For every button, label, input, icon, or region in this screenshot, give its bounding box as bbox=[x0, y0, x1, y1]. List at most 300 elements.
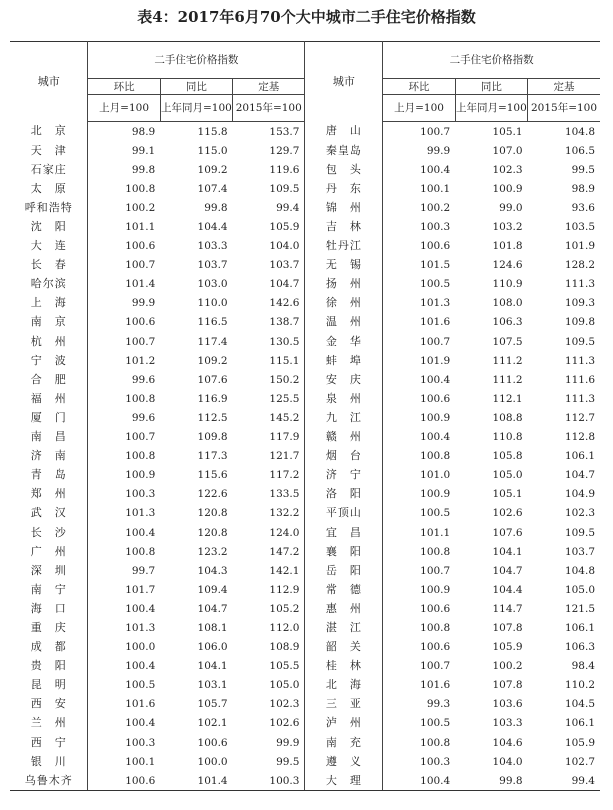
table-row bbox=[10, 160, 600, 179]
mom-value-right: 100.5 bbox=[420, 717, 451, 730]
fixed-value-left: 99.5 bbox=[233, 752, 305, 771]
table-row bbox=[10, 485, 600, 504]
city-name-left: 厦 门 bbox=[10, 408, 88, 427]
mom-value-left: 101.4 bbox=[125, 278, 156, 291]
city-name-right: 岳 阳 bbox=[305, 561, 383, 580]
fixed-value-left: 119.6 bbox=[233, 160, 305, 179]
yoy-value-right: 124.6 bbox=[492, 259, 523, 272]
mom-value-right: 100.5 bbox=[420, 278, 451, 291]
yoy-value-right: 104.4 bbox=[492, 583, 523, 596]
yoy-value-right: 108.0 bbox=[492, 297, 523, 310]
fixed-value-right: 104.8 bbox=[564, 564, 595, 577]
mom-value-left: 100.8 bbox=[125, 182, 156, 195]
table-row bbox=[10, 676, 600, 695]
mom-value-left: 100.8 bbox=[125, 392, 156, 405]
table-row bbox=[10, 580, 600, 599]
fixed-value-left: 121.7 bbox=[233, 447, 305, 466]
yoy-value-left: 105.7 bbox=[197, 698, 228, 711]
yoy-value-left: 106.0 bbox=[197, 641, 228, 654]
yoy-value-left: 109.4 bbox=[197, 583, 228, 596]
fixed-value-right: 112.7 bbox=[564, 411, 595, 424]
city-name-left: 太 原 bbox=[10, 179, 88, 198]
mom-value-left: 99.6 bbox=[131, 411, 156, 424]
yoy-value-left: 115.8 bbox=[197, 125, 228, 138]
table-row bbox=[10, 752, 600, 771]
fixed-value-right: 109.5 bbox=[564, 526, 595, 539]
city-name-right: 襄 阳 bbox=[305, 542, 383, 561]
city-name-right: 包 头 bbox=[305, 160, 383, 179]
table-row bbox=[10, 638, 600, 657]
yoy-value-left: 109.2 bbox=[197, 163, 228, 176]
mom-value-left: 100.2 bbox=[125, 201, 156, 214]
mom-value-left: 101.7 bbox=[125, 583, 156, 596]
fixed-value-left: 108.9 bbox=[233, 638, 305, 657]
header-fixed-base-right: 2015年=100 bbox=[528, 95, 600, 122]
yoy-value-right: 103.3 bbox=[492, 717, 523, 730]
mom-value-left: 100.3 bbox=[125, 488, 156, 501]
fixed-value-right: 102.3 bbox=[564, 507, 595, 520]
table-row bbox=[10, 217, 600, 236]
yoy-value-right: 107.5 bbox=[492, 335, 523, 348]
city-name-right: 吉 林 bbox=[305, 217, 383, 236]
yoy-value-right: 105.0 bbox=[492, 469, 523, 482]
yoy-value-left: 110.0 bbox=[197, 297, 228, 310]
yoy-value-left: 107.4 bbox=[197, 182, 228, 195]
city-name-right: 平顶山 bbox=[305, 504, 383, 523]
city-name-left: 南 京 bbox=[10, 313, 88, 332]
header-group-right: 二手住宅价格指数 bbox=[383, 42, 600, 79]
city-name-right: 常 德 bbox=[305, 580, 383, 599]
mom-value-left: 101.3 bbox=[125, 507, 156, 520]
mom-value-right: 100.9 bbox=[420, 488, 451, 501]
yoy-value-right: 101.8 bbox=[492, 240, 523, 253]
fixed-value-right: 104.8 bbox=[564, 125, 595, 138]
header-yoy-base-right: 上年同月=100 bbox=[455, 95, 527, 122]
city-name-left: 杭 州 bbox=[10, 332, 88, 351]
fixed-value-left: 105.2 bbox=[233, 599, 305, 618]
fixed-value-right: 121.5 bbox=[564, 602, 595, 615]
city-name-right: 金 华 bbox=[305, 332, 383, 351]
mom-value-right: 100.4 bbox=[420, 431, 451, 444]
city-name-right: 赣 州 bbox=[305, 428, 383, 447]
city-name-left: 上 海 bbox=[10, 294, 88, 313]
city-name-left: 石家庄 bbox=[10, 160, 88, 179]
fixed-value-left: 102.3 bbox=[233, 695, 305, 714]
table-row bbox=[10, 657, 600, 676]
yoy-value-left: 103.3 bbox=[197, 240, 228, 253]
city-name-right: 烟 台 bbox=[305, 447, 383, 466]
city-name-left: 郑 州 bbox=[10, 485, 88, 504]
mom-value-left: 100.4 bbox=[125, 660, 156, 673]
table-row bbox=[10, 561, 600, 580]
table-row bbox=[10, 771, 600, 791]
table-row bbox=[10, 179, 600, 198]
fixed-value-right: 106.1 bbox=[564, 621, 595, 634]
fixed-value-left: 145.2 bbox=[233, 408, 305, 427]
yoy-value-right: 99.8 bbox=[455, 771, 527, 791]
city-name-left: 西 安 bbox=[10, 695, 88, 714]
yoy-value-right: 106.3 bbox=[492, 316, 523, 329]
table-row bbox=[10, 275, 600, 294]
fixed-value-right: 105.9 bbox=[564, 736, 595, 749]
mom-value-right: 100.7 bbox=[420, 660, 451, 673]
fixed-value-left: 132.2 bbox=[233, 504, 305, 523]
city-name-right: 桂 林 bbox=[305, 657, 383, 676]
table-row bbox=[10, 599, 600, 618]
yoy-value-right: 104.0 bbox=[492, 755, 523, 768]
mom-value-right: 99.3 bbox=[426, 698, 451, 711]
fixed-value-left: 103.7 bbox=[233, 256, 305, 275]
mom-value-right: 101.0 bbox=[420, 469, 451, 482]
city-name-left: 青 岛 bbox=[10, 466, 88, 485]
mom-value-left: 99.7 bbox=[131, 564, 156, 577]
yoy-value-left: 116.9 bbox=[197, 392, 228, 405]
fixed-value-left: 100.3 bbox=[233, 771, 305, 791]
mom-value-left: 100.6 bbox=[88, 771, 160, 791]
price-index-table bbox=[10, 41, 600, 791]
mom-value-left: 100.0 bbox=[125, 641, 156, 654]
city-name-left: 南 宁 bbox=[10, 580, 88, 599]
city-name-right: 无 锡 bbox=[305, 256, 383, 275]
yoy-value-right: 111.2 bbox=[492, 354, 523, 367]
city-name-right: 南 充 bbox=[305, 733, 383, 752]
table-row bbox=[10, 523, 600, 542]
fixed-value-left: 109.5 bbox=[233, 179, 305, 198]
fixed-value-right: 104.7 bbox=[564, 469, 595, 482]
fixed-value-left: 142.1 bbox=[233, 561, 305, 580]
header-fixed-base-left: 2015年=100 bbox=[233, 95, 305, 122]
yoy-value-left: 104.3 bbox=[197, 564, 228, 577]
fixed-value-right: 98.4 bbox=[571, 660, 595, 673]
yoy-value-left: 109.8 bbox=[197, 431, 228, 444]
yoy-value-left: 107.6 bbox=[197, 373, 228, 386]
mom-value-left: 100.4 bbox=[125, 526, 156, 539]
mom-value-right: 100.7 bbox=[420, 335, 451, 348]
mom-value-right: 100.4 bbox=[420, 163, 451, 176]
city-name-right: 徐 州 bbox=[305, 294, 383, 313]
city-name-left: 深 圳 bbox=[10, 561, 88, 580]
yoy-value-right: 105.8 bbox=[492, 450, 523, 463]
city-name-left: 长 沙 bbox=[10, 523, 88, 542]
city-name-left: 广 州 bbox=[10, 542, 88, 561]
mom-value-right: 100.6 bbox=[420, 240, 451, 253]
city-name-right: 锦 州 bbox=[305, 198, 383, 217]
yoy-value-left: 103.1 bbox=[197, 679, 228, 692]
header-group-left: 二手住宅价格指数 bbox=[88, 42, 305, 79]
city-name-left: 海 口 bbox=[10, 599, 88, 618]
header-fixed-right: 定基 bbox=[528, 79, 600, 95]
yoy-value-left: 115.0 bbox=[197, 144, 228, 157]
fixed-value-right: 106.1 bbox=[564, 450, 595, 463]
table-row bbox=[10, 714, 600, 733]
yoy-value-left: 120.8 bbox=[197, 507, 228, 520]
mom-value-right: 101.1 bbox=[420, 526, 451, 539]
mom-value-left: 101.2 bbox=[125, 354, 156, 367]
yoy-value-right: 99.0 bbox=[499, 201, 523, 214]
fixed-value-right: 93.6 bbox=[571, 201, 595, 214]
city-name-left: 兰 州 bbox=[10, 714, 88, 733]
yoy-value-right: 105.1 bbox=[492, 125, 523, 138]
city-name-right: 宜 昌 bbox=[305, 523, 383, 542]
header-mom-left: 环比 bbox=[88, 79, 160, 95]
mom-value-right: 100.6 bbox=[420, 392, 451, 405]
header-mom-right: 环比 bbox=[383, 79, 455, 95]
fixed-value-left: 112.9 bbox=[233, 580, 305, 599]
mom-value-right: 100.7 bbox=[420, 564, 451, 577]
yoy-value-right: 107.6 bbox=[492, 526, 523, 539]
city-name-right: 安 庆 bbox=[305, 370, 383, 389]
mom-value-left: 100.4 bbox=[125, 717, 156, 730]
fixed-value-right: 111.3 bbox=[564, 278, 595, 291]
mom-value-left: 99.8 bbox=[131, 163, 156, 176]
mom-value-right: 100.8 bbox=[420, 621, 451, 634]
city-name-left: 贵 阳 bbox=[10, 657, 88, 676]
table-row bbox=[10, 542, 600, 561]
mom-value-left: 100.4 bbox=[125, 602, 156, 615]
mom-value-left: 99.1 bbox=[131, 144, 156, 157]
fixed-value-right: 106.1 bbox=[564, 717, 595, 730]
fixed-value-right: 111.6 bbox=[564, 373, 595, 386]
yoy-value-right: 104.6 bbox=[492, 736, 523, 749]
fixed-value-left: 147.2 bbox=[233, 542, 305, 561]
table-row bbox=[10, 504, 600, 523]
yoy-value-left: 116.5 bbox=[197, 316, 228, 329]
fixed-value-right: 102.7 bbox=[564, 755, 595, 768]
table-row bbox=[10, 313, 600, 332]
table-row bbox=[10, 332, 600, 351]
header-mom-base-right: 上月=100 bbox=[383, 95, 455, 122]
yoy-value-left: 101.4 bbox=[160, 771, 232, 791]
header-yoy-base-left: 上年同月=100 bbox=[160, 95, 232, 122]
city-name-left: 重 庆 bbox=[10, 618, 88, 637]
table-header bbox=[10, 42, 600, 122]
fixed-value-left: 117.2 bbox=[233, 466, 305, 485]
header-city-left: 城市 bbox=[10, 42, 88, 122]
fixed-value-left: 104.0 bbox=[233, 237, 305, 256]
fixed-value-left: 142.6 bbox=[233, 294, 305, 313]
mom-value-left: 98.9 bbox=[131, 125, 156, 138]
city-name-left: 乌鲁木齐 bbox=[10, 771, 88, 791]
yoy-value-left: 120.8 bbox=[197, 526, 228, 539]
mom-value-left: 99.6 bbox=[131, 373, 156, 386]
fixed-value-left: 104.7 bbox=[233, 275, 305, 294]
yoy-value-right: 103.2 bbox=[492, 221, 523, 234]
yoy-value-right: 107.8 bbox=[492, 621, 523, 634]
mom-value-right: 101.5 bbox=[420, 259, 451, 272]
table-row bbox=[10, 237, 600, 256]
table-title: 表4：2017年6月70个大中城市二手住宅价格指数 bbox=[137, 8, 476, 26]
fixed-value-left: 129.7 bbox=[233, 141, 305, 160]
yoy-value-left: 112.5 bbox=[197, 411, 228, 424]
yoy-value-right: 107.8 bbox=[492, 679, 523, 692]
yoy-value-right: 108.8 bbox=[492, 411, 523, 424]
fixed-value-right: 110.2 bbox=[564, 679, 595, 692]
yoy-value-left: 108.1 bbox=[197, 621, 228, 634]
city-name-left: 武 汉 bbox=[10, 504, 88, 523]
fixed-value-right: 106.3 bbox=[564, 641, 595, 654]
mom-value-right: 101.6 bbox=[420, 679, 451, 692]
mom-value-left: 100.6 bbox=[125, 316, 156, 329]
mom-value-right: 100.4 bbox=[420, 373, 451, 386]
fixed-value-left: 115.1 bbox=[233, 351, 305, 370]
yoy-value-right: 105.1 bbox=[492, 488, 523, 501]
mom-value-left: 100.7 bbox=[125, 335, 156, 348]
mom-value-right: 100.6 bbox=[420, 602, 451, 615]
mom-value-right: 100.4 bbox=[383, 771, 455, 791]
mom-value-left: 101.1 bbox=[125, 221, 156, 234]
city-name-right: 秦皇岛 bbox=[305, 141, 383, 160]
city-name-left: 哈尔滨 bbox=[10, 275, 88, 294]
table-row bbox=[10, 370, 600, 389]
mom-value-right: 99.9 bbox=[426, 144, 451, 157]
city-name-left: 天 津 bbox=[10, 141, 88, 160]
mom-value-right: 100.3 bbox=[420, 221, 451, 234]
table-row bbox=[10, 351, 600, 370]
table-row bbox=[10, 695, 600, 714]
mom-value-right: 101.9 bbox=[420, 354, 451, 367]
yoy-value-right: 107.0 bbox=[492, 144, 523, 157]
city-name-left: 银 川 bbox=[10, 752, 88, 771]
city-name-right: 泉 州 bbox=[305, 389, 383, 408]
fixed-value-left: 133.5 bbox=[233, 485, 305, 504]
header-yoy-left: 同比 bbox=[160, 79, 232, 95]
mom-value-right: 100.3 bbox=[420, 755, 451, 768]
mom-value-left: 100.1 bbox=[125, 755, 156, 768]
fixed-value-left: 125.5 bbox=[233, 389, 305, 408]
table-row bbox=[10, 466, 600, 485]
city-name-right: 惠 州 bbox=[305, 599, 383, 618]
fixed-value-left: 105.0 bbox=[233, 676, 305, 695]
fixed-value-left: 105.9 bbox=[233, 217, 305, 236]
mom-value-left: 100.5 bbox=[125, 679, 156, 692]
yoy-value-right: 112.1 bbox=[492, 392, 523, 405]
mom-value-left: 100.8 bbox=[125, 545, 156, 558]
yoy-value-left: 99.8 bbox=[204, 201, 228, 214]
city-name-left: 长 春 bbox=[10, 256, 88, 275]
fixed-value-right: 106.5 bbox=[564, 144, 595, 157]
fixed-value-right: 104.5 bbox=[564, 698, 595, 711]
fixed-value-right: 98.9 bbox=[571, 182, 595, 195]
yoy-value-right: 103.6 bbox=[492, 698, 523, 711]
city-name-right: 丹 东 bbox=[305, 179, 383, 198]
yoy-value-left: 123.2 bbox=[197, 545, 228, 558]
fixed-value-right: 101.9 bbox=[564, 240, 595, 253]
fixed-value-right: 109.5 bbox=[564, 335, 595, 348]
table-row bbox=[10, 408, 600, 427]
mom-value-right: 100.7 bbox=[420, 125, 451, 138]
city-name-left: 大 连 bbox=[10, 237, 88, 256]
city-name-left: 昆 明 bbox=[10, 676, 88, 695]
city-name-right: 九 江 bbox=[305, 408, 383, 427]
header-city-right: 城市 bbox=[305, 42, 383, 122]
yoy-value-left: 115.6 bbox=[197, 469, 228, 482]
fixed-value-right: 112.8 bbox=[564, 431, 595, 444]
mom-value-left: 100.7 bbox=[125, 431, 156, 444]
mom-value-right: 101.6 bbox=[420, 316, 451, 329]
fixed-value-left: 153.7 bbox=[233, 122, 305, 142]
fixed-value-right: 128.2 bbox=[564, 259, 595, 272]
city-name-right: 大 理 bbox=[305, 771, 383, 791]
fixed-value-right: 105.0 bbox=[564, 583, 595, 596]
city-name-right: 韶 关 bbox=[305, 638, 383, 657]
city-name-left: 福 州 bbox=[10, 389, 88, 408]
city-name-left: 宁 波 bbox=[10, 351, 88, 370]
yoy-value-right: 104.7 bbox=[492, 564, 523, 577]
table-row bbox=[10, 198, 600, 217]
fixed-value-right: 111.3 bbox=[564, 392, 595, 405]
yoy-value-left: 102.1 bbox=[197, 717, 228, 730]
table-row bbox=[10, 389, 600, 408]
city-name-left: 呼和浩特 bbox=[10, 198, 88, 217]
fixed-value-right: 109.8 bbox=[564, 316, 595, 329]
city-name-right: 泸 州 bbox=[305, 714, 383, 733]
mom-value-left: 100.7 bbox=[125, 259, 156, 272]
fixed-value-left: 105.5 bbox=[233, 657, 305, 676]
fixed-value-right: 103.7 bbox=[564, 545, 595, 558]
mom-value-left: 100.9 bbox=[125, 469, 156, 482]
mom-value-left: 100.8 bbox=[125, 450, 156, 463]
fixed-value-right: 104.9 bbox=[564, 488, 595, 501]
fixed-value-right: 99.4 bbox=[528, 771, 600, 791]
fixed-value-left: 117.9 bbox=[233, 428, 305, 447]
yoy-value-left: 100.6 bbox=[197, 736, 228, 749]
fixed-value-left: 130.5 bbox=[233, 332, 305, 351]
mom-value-right: 101.3 bbox=[420, 297, 451, 310]
mom-value-left: 99.9 bbox=[131, 297, 156, 310]
city-name-right: 北 海 bbox=[305, 676, 383, 695]
city-name-right: 蚌 埠 bbox=[305, 351, 383, 370]
mom-value-right: 100.9 bbox=[420, 583, 451, 596]
city-name-right: 牡丹江 bbox=[305, 237, 383, 256]
yoy-value-left: 104.1 bbox=[197, 660, 228, 673]
mom-value-right: 100.2 bbox=[420, 201, 451, 214]
yoy-value-right: 114.7 bbox=[492, 602, 523, 615]
table-row bbox=[10, 122, 600, 142]
fixed-value-right: 109.3 bbox=[564, 297, 595, 310]
yoy-value-left: 103.0 bbox=[197, 278, 228, 291]
fixed-value-left: 99.9 bbox=[233, 733, 305, 752]
fixed-value-right: 111.3 bbox=[564, 354, 595, 367]
yoy-value-left: 117.3 bbox=[197, 450, 228, 463]
yoy-value-right: 102.3 bbox=[492, 163, 523, 176]
yoy-value-right: 100.2 bbox=[492, 660, 523, 673]
city-name-left: 沈 阳 bbox=[10, 217, 88, 236]
city-name-right: 济 宁 bbox=[305, 466, 383, 485]
yoy-value-left: 122.6 bbox=[197, 488, 228, 501]
city-name-right: 湛 江 bbox=[305, 618, 383, 637]
table-row bbox=[10, 428, 600, 447]
header-yoy-right: 同比 bbox=[455, 79, 527, 95]
mom-value-right: 100.5 bbox=[420, 507, 451, 520]
fixed-value-left: 99.4 bbox=[233, 198, 305, 217]
yoy-value-right: 110.8 bbox=[492, 431, 523, 444]
table-row bbox=[10, 733, 600, 752]
table-row bbox=[10, 447, 600, 466]
mom-value-left: 101.6 bbox=[125, 698, 156, 711]
city-name-right: 唐 山 bbox=[305, 122, 383, 142]
city-name-left: 南 昌 bbox=[10, 428, 88, 447]
city-name-left: 北 京 bbox=[10, 122, 88, 142]
table-body bbox=[10, 122, 600, 791]
fixed-value-right: 103.5 bbox=[564, 221, 595, 234]
mom-value-right: 100.8 bbox=[420, 450, 451, 463]
fixed-value-left: 102.6 bbox=[233, 714, 305, 733]
yoy-value-left: 117.4 bbox=[197, 335, 228, 348]
fixed-value-left: 124.0 bbox=[233, 523, 305, 542]
yoy-value-left: 104.7 bbox=[197, 602, 228, 615]
mom-value-left: 100.3 bbox=[125, 736, 156, 749]
table-row bbox=[10, 256, 600, 275]
